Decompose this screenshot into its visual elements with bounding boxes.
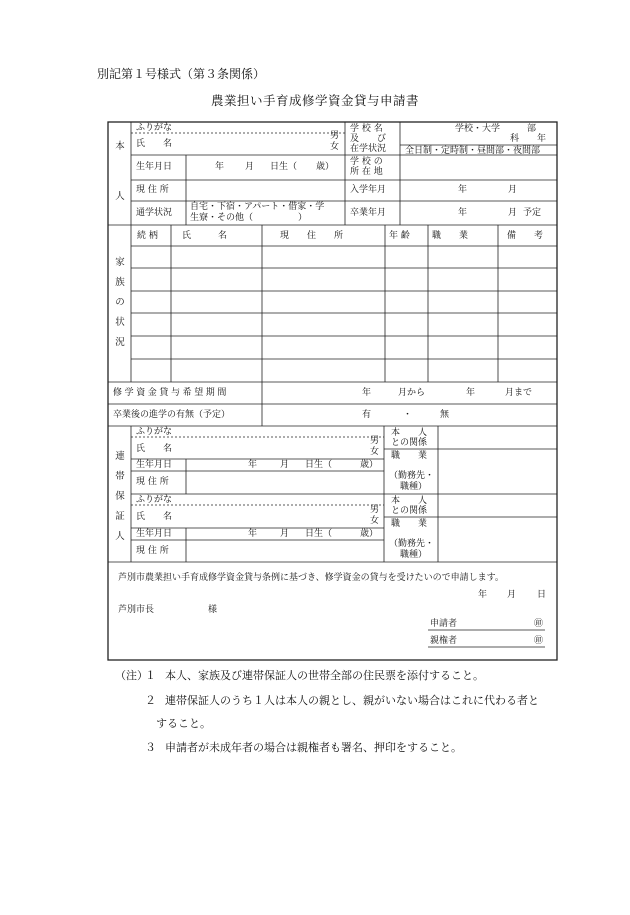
family-section-label-4: 状: [115, 317, 125, 328]
guarantor1-workplace-label-1: （勤務先・: [389, 471, 435, 481]
guarantor2-sex-female[interactable]: 女: [370, 516, 380, 526]
school-location-label-1: 学 校 の: [350, 157, 383, 167]
graduation-label: 卒業年月: [350, 208, 387, 218]
guarantor1-job-label: 職 業: [391, 451, 428, 461]
guarantor1-sex-female[interactable]: 女: [370, 447, 380, 457]
guarantor2-relation-label-1: 本 人: [391, 496, 428, 506]
guarantor1-birth-age: 歳）: [360, 460, 379, 470]
guarantor1-sex-male[interactable]: 男: [370, 436, 380, 446]
loan-period-end-month: 月まで: [505, 388, 533, 398]
guarantor2-sex-male[interactable]: 男: [370, 505, 380, 515]
declaration-date-year: 年: [478, 590, 488, 600]
school-status-label-2: 在学状況: [350, 144, 387, 154]
form-title: 農業担い手育成修学資金貸与申請書: [210, 93, 419, 108]
guarantor2-address-label: 現 住 所: [136, 546, 169, 556]
loan-period-start-month: 月から: [398, 388, 426, 398]
further-study-yes[interactable]: 有: [362, 410, 372, 420]
applicant-birth-day: 日生（: [270, 162, 298, 172]
guarantor1-furigana-label: ふりがな: [136, 427, 173, 437]
addressee-honorific: 様: [208, 605, 218, 615]
guarantor1-workplace-label-2: 職種）: [400, 482, 428, 492]
further-study-label: 卒業後の進学の有無（予定）: [113, 410, 231, 420]
applicant-section-label-bottom: 人: [115, 191, 125, 202]
admission-month: 月: [508, 185, 518, 195]
guarantor2-relation-label-2: との関係: [391, 506, 428, 516]
applicant-commute-options-1: 自宅・下宿・アパート・借家・学: [190, 202, 325, 212]
guarantor2-workplace-label-1: （勤務先・: [389, 539, 435, 549]
family-section-label-2: 族: [115, 277, 125, 288]
declaration-date-day: 日: [537, 590, 547, 600]
department-value: 科 年: [510, 134, 547, 144]
guarantor-section-label-4: 証: [115, 511, 125, 522]
note-1-text: 本人、家族及び連帯保証人の世帯全部の住民票を添付すること。: [165, 669, 484, 682]
applicant-furigana-label: ふりがな: [136, 123, 173, 133]
note-2-number: ２: [145, 694, 156, 707]
applicant-section-label-top: 本: [115, 141, 125, 152]
family-header-name: 氏 名: [182, 231, 228, 241]
applicant-birth-month: 月: [245, 162, 255, 172]
family-header-relation: 続 柄: [137, 231, 158, 241]
guarantor2-name-label: 氏 名: [136, 512, 173, 522]
guarantor-section-label-2: 帯: [115, 471, 125, 482]
guarantor2-birth-month: 月: [280, 529, 290, 539]
guarantor-section-label-1: 連: [115, 451, 125, 462]
applicant-birth-year: 年: [215, 162, 225, 172]
school-name-label: 学 校 名: [350, 124, 383, 134]
note-2-text: 連帯保証人のうち１人は本人の親とし、親がいない場合はこれに代わる者と: [165, 694, 539, 707]
admission-label: 入学年月: [350, 185, 387, 195]
loan-period-label: 修学資金貸与希望期間: [113, 388, 230, 398]
guarantor2-birth-year: 年: [248, 529, 258, 539]
applicant-birth-label: 生年月日: [136, 162, 173, 172]
graduation-month: 月: [508, 208, 518, 218]
guarantor1-relation-label-1: 本 人: [391, 428, 428, 438]
guarantor2-birth-day: 日生（: [305, 529, 333, 539]
guarantor1-name-label: 氏 名: [136, 444, 173, 454]
graduation-year: 年: [458, 208, 468, 218]
school-location-label-2: 所 在 地: [350, 167, 383, 177]
note-3-number: ３: [145, 741, 156, 754]
school-name-value: 学校・大学 部: [455, 124, 537, 134]
family-header-age: 年 齢: [389, 231, 410, 241]
guarantor1-birth-month: 月: [280, 460, 290, 470]
applicant-signature-label: 申請者: [430, 619, 458, 629]
family-section-label-3: の: [115, 297, 125, 308]
guarantor2-furigana-label: ふりがな: [136, 495, 173, 505]
applicant-commute-options-2: 生寮・その他（ ）: [190, 213, 308, 223]
guarantor1-birth-label: 生年月日: [136, 460, 173, 470]
declaration-date-month: 月: [507, 590, 517, 600]
guarantor2-birth-label: 生年月日: [136, 529, 173, 539]
guarantor1-address-label: 現 住 所: [136, 477, 169, 487]
guardian-signature-label: 親権者: [430, 636, 458, 646]
family-section-label-1: 家: [115, 257, 125, 268]
notes-prefix: （注）: [115, 669, 148, 682]
further-study-no[interactable]: 無: [440, 410, 450, 420]
family-header-remarks: 備 考: [507, 231, 544, 241]
school-system-options: 全日制・定時制・昼間部・夜間部: [405, 146, 541, 156]
guarantor-section-label-3: 保: [115, 491, 125, 502]
applicant-sex-female[interactable]: 女: [330, 142, 340, 152]
guarantor-section-label-5: 人: [115, 531, 125, 542]
declaration-text: 芦別市農業担い手育成修学資金貸与条例に基づき、修学資金の貸与を受けたいので申請します。: [118, 573, 504, 583]
guarantor2-job-label: 職 業: [391, 519, 428, 529]
applicant-address-label: 現 住 所: [136, 185, 169, 195]
guarantor2-workplace-label-2: 職種）: [400, 550, 428, 560]
guardian-seal-icon: ㊞: [534, 636, 544, 646]
addressee-label: 芦別市長: [118, 605, 155, 615]
family-header-address: 現 住 所: [280, 231, 344, 241]
applicant-seal-icon: ㊞: [534, 619, 544, 629]
admission-year: 年: [458, 185, 468, 195]
applicant-commute-label: 通学状況: [136, 208, 173, 218]
note-2-continuation: すること。: [156, 717, 211, 730]
guarantor1-birth-day: 日生（: [305, 460, 333, 470]
guarantor1-relation-label-2: との関係: [391, 438, 428, 448]
guarantor1-birth-year: 年: [248, 460, 258, 470]
note-1-number: １: [145, 669, 156, 682]
family-section-label-5: 況: [115, 337, 125, 348]
guarantor2-birth-age: 歳）: [360, 529, 379, 539]
graduation-planned: 予定: [523, 208, 542, 218]
family-header-occupation: 職 業: [432, 231, 469, 241]
applicant-name-label: 氏 名: [136, 139, 173, 149]
form-number-label: 別記第１号様式（第３条関係）: [97, 67, 266, 81]
applicant-birth-age: 歳）: [316, 162, 335, 172]
school-status-label-1: 及 び: [350, 134, 387, 144]
applicant-sex-male[interactable]: 男: [330, 131, 340, 141]
further-study-separator: ・: [403, 410, 413, 420]
loan-period-start-year: 年: [362, 388, 372, 398]
note-3-text: 申請者が未成年者の場合は親権者も署名、押印をすること。: [165, 741, 462, 754]
loan-period-end-year: 年: [466, 388, 476, 398]
